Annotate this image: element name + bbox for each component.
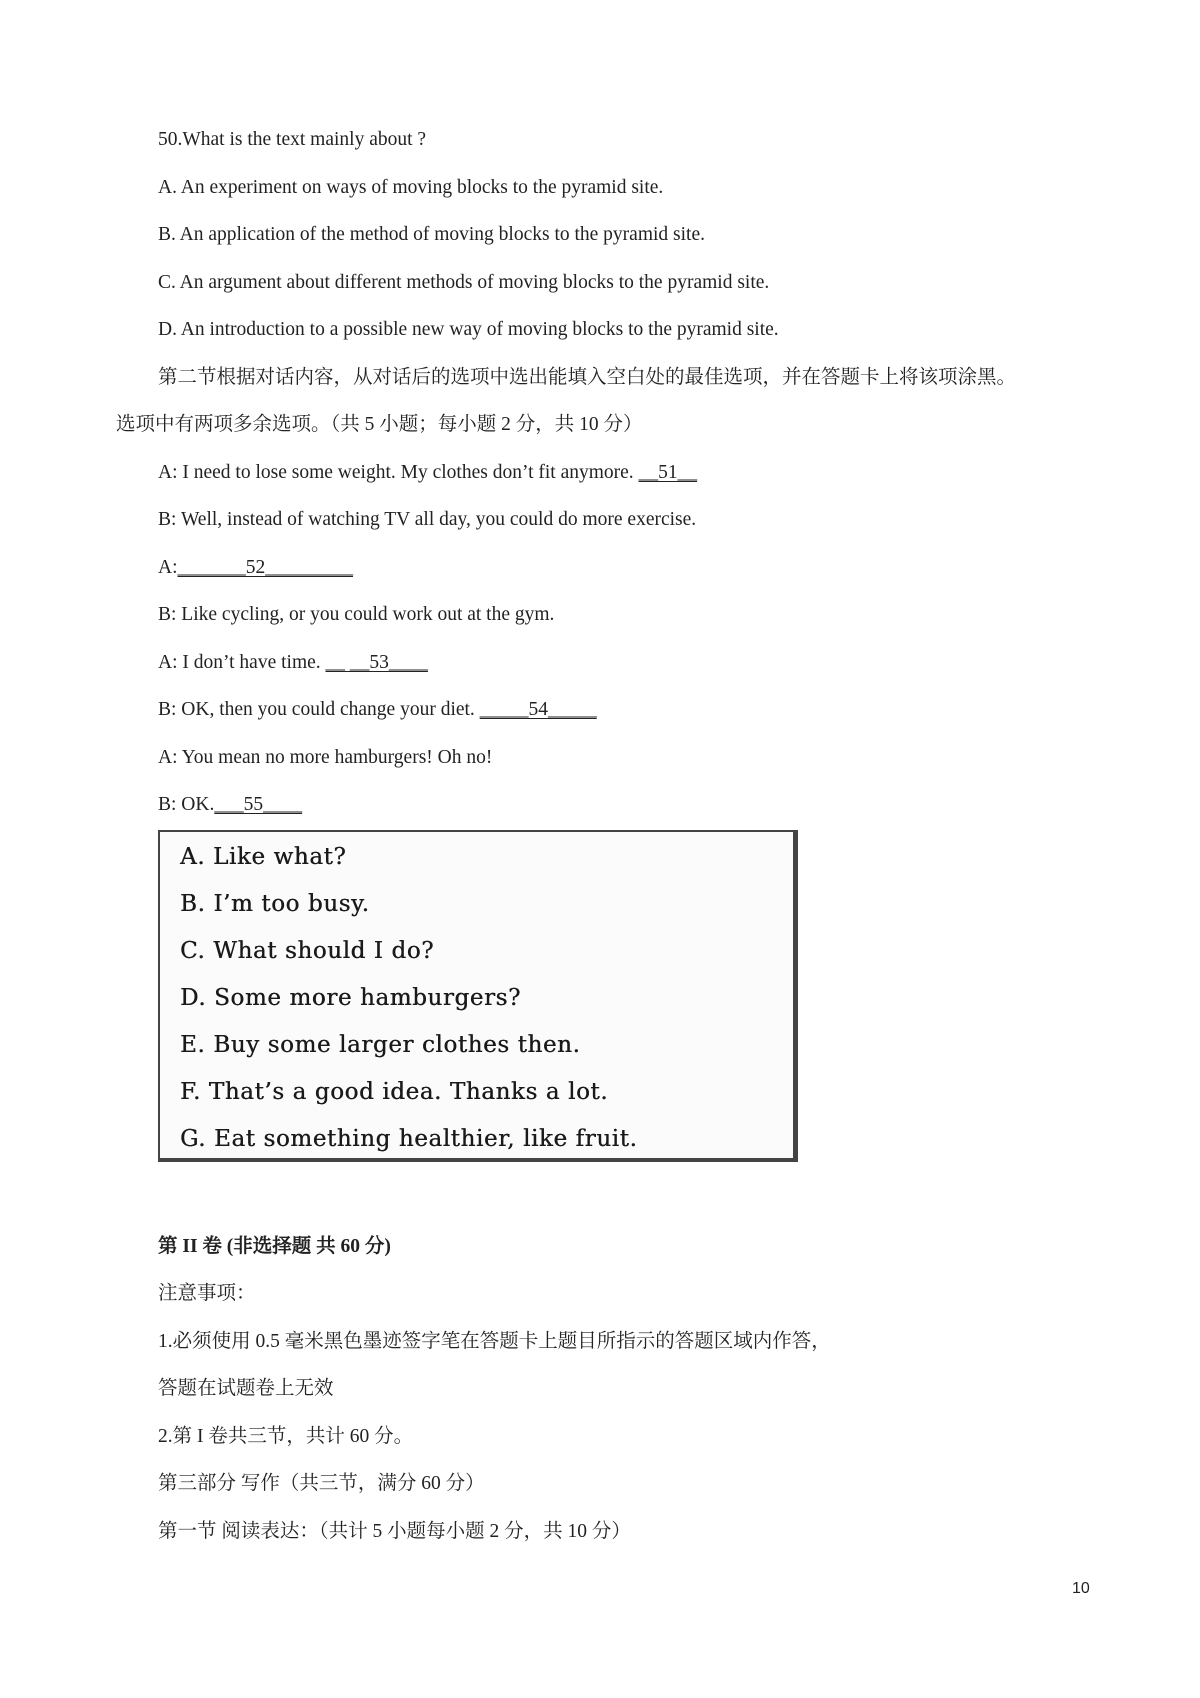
dialogue-text: A: I don’t have time.	[158, 652, 326, 673]
question-50-stem: 50.What is the text mainly about ?	[158, 129, 427, 150]
answer-options-box	[158, 830, 798, 1162]
notice-2: 2.第 I 卷共三节，共计 60 分。	[158, 1426, 414, 1447]
dialogue-text: B: OK, then you could change your diet.	[158, 699, 480, 720]
answer-blank-51: __51__	[638, 462, 698, 483]
answer-blank-55: ___55____	[214, 794, 303, 815]
section-2-instruction-line2: 选项中有两项多余选项。（共 5 小题；每小题 2 分，共 10 分）	[116, 414, 643, 435]
dialogue-line	[158, 556, 353, 580]
page-number: 10	[1072, 1580, 1090, 1597]
answer-blank-52: _______52_________	[177, 557, 353, 578]
dialogue-text: A:	[158, 557, 178, 578]
dialogue-text: B: OK.	[158, 794, 215, 815]
dialogue-line	[158, 651, 428, 675]
question-50-option-d: D. An introduction to a possible new way of moving blocks to the pyramid site.	[158, 319, 779, 340]
answer-option-e: E. Buy some larger clothes then.	[180, 1032, 581, 1058]
dialogue-line	[158, 603, 554, 627]
answer-option-g: G. Eat something healthier, like fruit.	[180, 1126, 638, 1152]
answer-option-c: C. What should I do?	[180, 938, 435, 964]
question-50-option-b: B. An application of the method of moving blocks to the pyramid site.	[158, 224, 705, 245]
dialogue-line	[158, 508, 696, 532]
answer-option-d: D. Some more hamburgers?	[180, 985, 521, 1011]
section-1-heading: 第一节 阅读表达：（共计 5 小题每小题 2 分，共 10 分）	[158, 1521, 631, 1542]
dialogue-line	[158, 793, 302, 817]
answer-option-f: F. That’s a good idea. Thanks a lot.	[180, 1079, 609, 1105]
dialogue-text: A: You mean no more hamburgers! Oh no!	[158, 747, 493, 768]
section-2-instruction-line1: 第二节根据对话内容，从对话后的选项中选出能填入空白处的最佳选项，并在答题卡上将该项涂黑。	[158, 367, 1017, 388]
question-50-option-c: C. An argument about different methods of moving blocks to the pyramid site.	[158, 272, 770, 293]
dialogue-text: B: Well, instead of watching TV all day, you could do more exercise.	[158, 509, 697, 530]
notice-1-line2: 答题在试题卷上无效	[158, 1378, 334, 1399]
dialogue-line	[158, 746, 492, 770]
answer-blank-53: __ __53____	[325, 652, 428, 673]
dialogue-line	[158, 698, 597, 722]
dialogue-text: B: Like cycling, or you could work out at the gym.	[158, 604, 555, 625]
answer-blank-54: _____54_____	[479, 699, 597, 720]
dialogue-text: A: I need to lose some weight. My clothes don’t fit anymore.	[158, 462, 639, 483]
question-50-option-a: A. An experiment on ways of moving blocks to the pyramid site.	[158, 177, 664, 198]
dialogue-line	[158, 461, 697, 485]
part-3-heading: 第三部分 写作（共三节，满分 60 分）	[158, 1473, 485, 1494]
notice-1-line1: 1.必须使用 0.5 毫米黑色墨迹签字笔在答题卡上题目所指示的答题区域内作答，	[158, 1331, 831, 1352]
notice-label: 注意事项：	[158, 1283, 256, 1304]
part-2-title: 第 II 卷 (非选择题 共 60 分)	[158, 1236, 391, 1257]
answer-option-b: B. I’m too busy.	[180, 891, 370, 917]
answer-option-a: A. Like what?	[180, 844, 347, 870]
